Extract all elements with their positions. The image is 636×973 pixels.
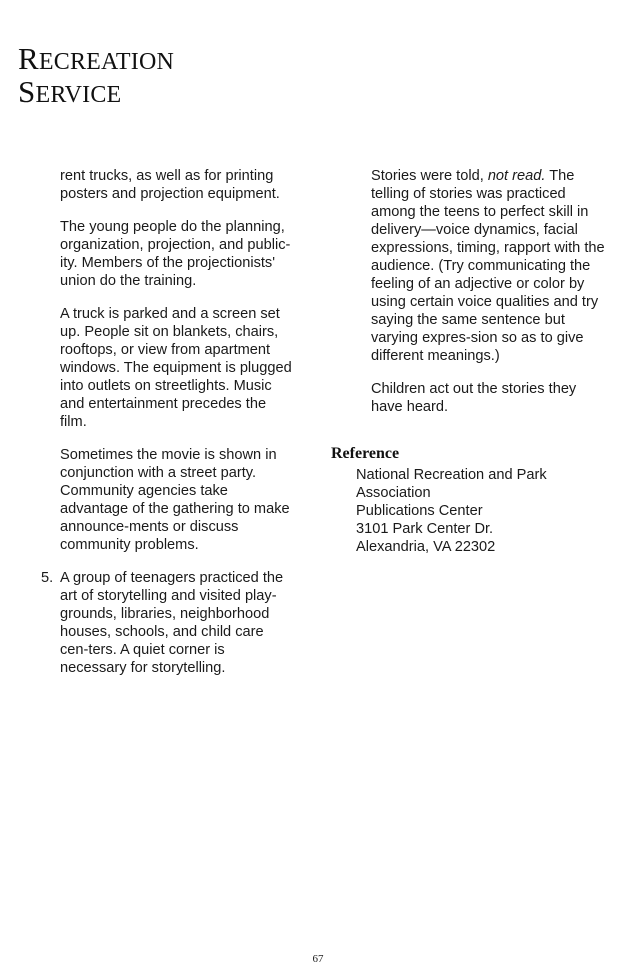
page-title-line-1: RECREATION (18, 41, 175, 76)
reference-line: Alexandria, VA 22302 (356, 539, 496, 555)
paragraph: rent trucks, as well as for printing posters and projection equipment. (60, 168, 280, 202)
left-column (41, 167, 295, 677)
list-item (41, 569, 295, 677)
emphasis: not read. (487, 168, 546, 184)
list-item-number: 5. (41, 570, 54, 586)
paragraph: The young people do the planning, organization, projection, and public-ity. Members of the projectionists' union do the training. (60, 219, 291, 289)
paragraph: A truck is parked and a screen set up. People sit on blankets, chairs, rooftops, or view from apartment windows. The equipment is plugged into outlets on streetlights. Music and entertainment precedes the film. (60, 306, 292, 430)
reference-heading: Reference (331, 445, 400, 462)
reference-line: 3101 Park Center Dr. (356, 521, 494, 537)
list-item-text: A group of teenagers practiced the art of storytelling and visited play-grounds, libraries, neighborhood houses, schools, and child care cen-ters. A quiet corner is necessary for storytelling. (60, 570, 284, 676)
reference-line: National Recreation and Park (356, 467, 547, 483)
reference-line: Publications Center (356, 503, 483, 519)
page-title-line-2: SERVICE (18, 74, 122, 109)
paragraph: Sometimes the movie is shown in conjunction with a street party. Community agencies take advantage of the gathering to make announce-ments or discuss community problems. (60, 447, 290, 553)
right-column (331, 167, 611, 556)
reference-line: Association (356, 485, 431, 501)
page-number: 67 (312, 953, 324, 965)
paragraph: Stories were told, not read. The telling of stories was practiced among the teens to perfect skill in delivery—voice dynamics, facial expressions, timing, rapport with the audience. (Try communicating the feeling of an adjective or color by using certain voice qualities and try saying the same sentence but varying expres-sion so as to give different meanings.) (371, 168, 605, 364)
reference-address (356, 466, 611, 556)
paragraph: Children act out the stories they have heard. (371, 381, 577, 415)
page-title (18, 41, 175, 110)
